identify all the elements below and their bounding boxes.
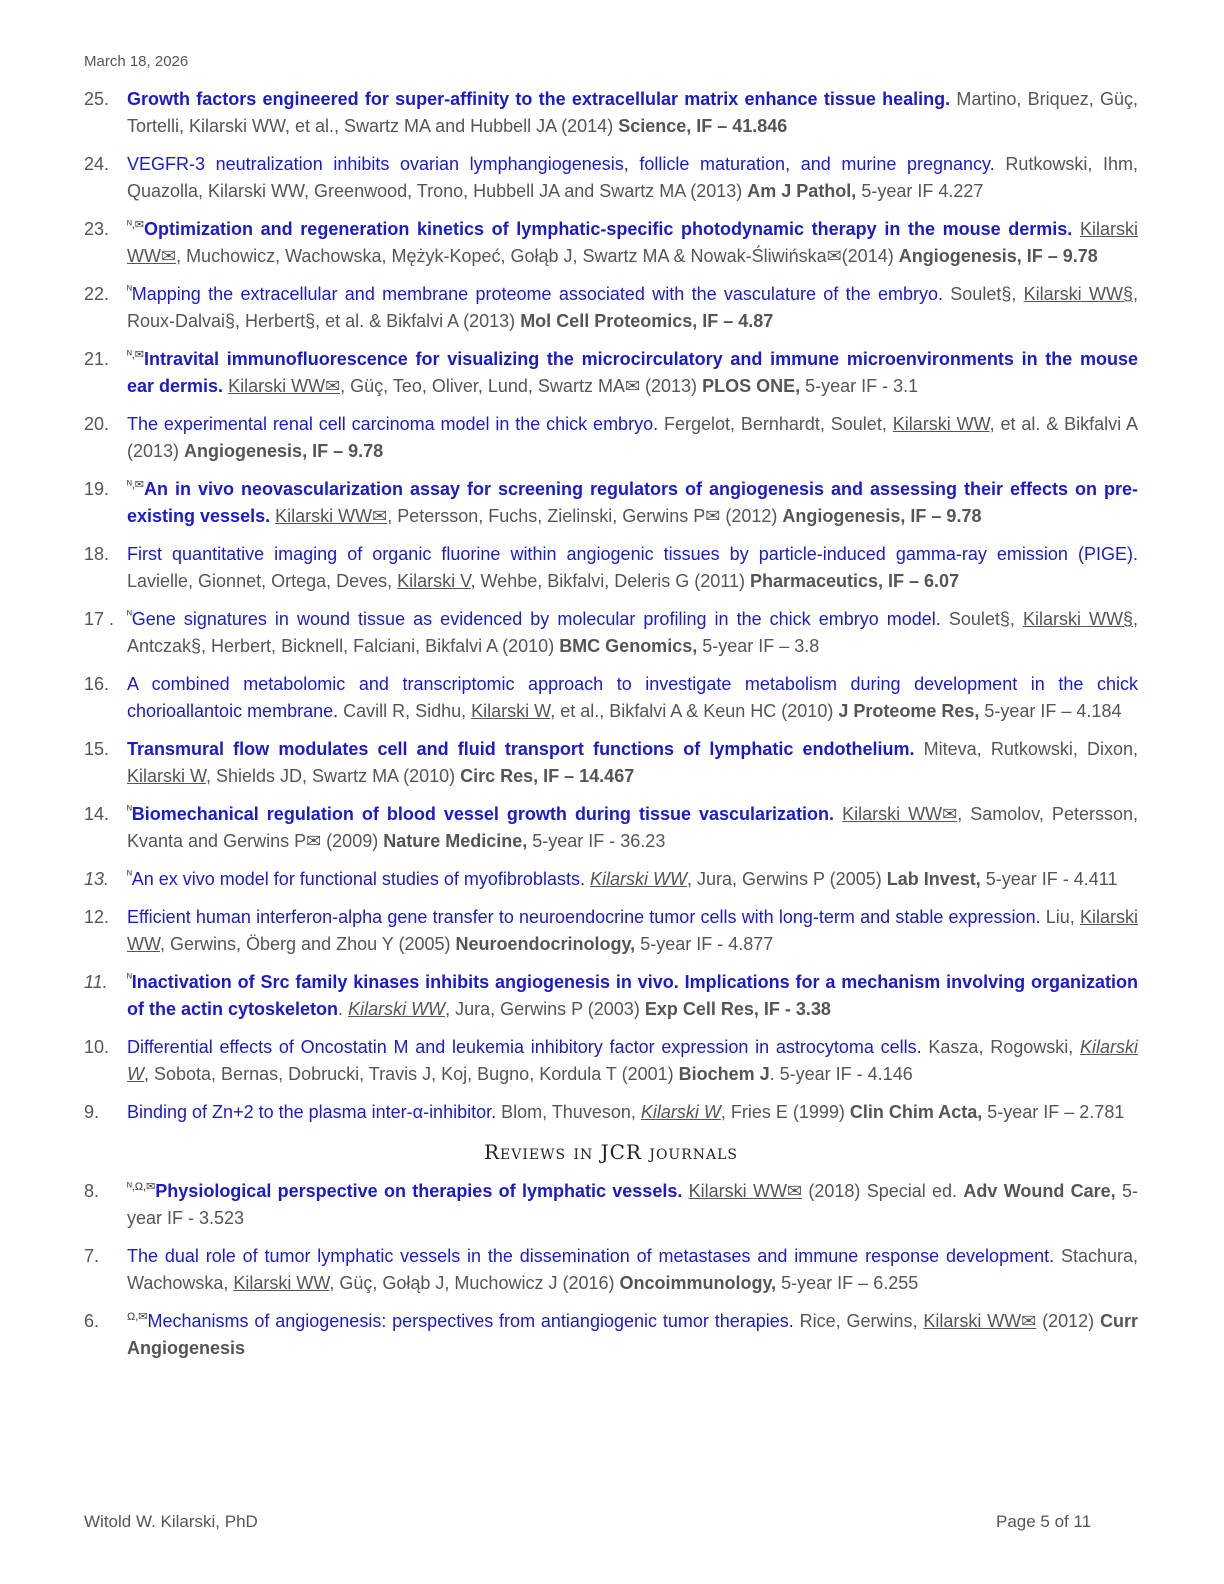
publication-entry [84,736,1138,790]
entry-journal: Angiogenesis, IF – 9.78 [184,441,384,461]
entry-author-kilarski: Kilarski W [127,766,207,786]
entry-number: 10. [84,1037,110,1057]
entry-author-kilarski: Kilarski WW✉ [275,506,388,526]
publication-entry [84,281,1138,335]
entry-coauthors: Lavielle, Gionnet, Ortega, Deves, [127,571,398,591]
entry-number: 11. [84,972,108,992]
entry-author-kilarski: Kilarski WW [127,907,1139,954]
entry-title: An ex vivo model for functional studies of myofibroblasts. [131,869,585,889]
entry-coauthors-tail: , et al., Bikfalvi A & Keun HC (2010) [550,701,839,721]
publication-entry [84,1178,1138,1232]
entry-number: 6. [84,1311,100,1331]
entry-coauthors-tail: , Güç, Teo, Oliver, Lund, Swartz MA✉ (2013) [340,376,703,396]
entry-coauthors-tail: , Shields JD, Swartz MA (2010) [206,766,461,786]
entry-author-kilarski: Kilarski WW✉ [127,219,1138,266]
entry-coauthors: Miteva, Rutkowski, Dixon, [914,739,1139,759]
entry-title: An in vivo neovascularization assay for screening regulators of angiogenesis and assessing their effects on pre-existing vessels. [127,479,1138,526]
entry-coauthors-tail: , Sobota, Bernas, Dobrucki, Travis J, Koj, Bugno, Kordula T (2001) [144,1064,679,1084]
entry-coauthors: Soulet§, [942,284,1024,304]
entry-title: The dual role of tumor lymphatic vessels in the dissemination of metastases and immune response development. [127,1246,1055,1266]
entry-journal: PLOS ONE, [702,376,801,396]
entry-author-kilarski: Kilarski WW§ [1023,284,1133,304]
entry-journal: Exp Cell Res, IF - 3.38 [644,999,831,1019]
footer-author: Witold W. Kilarski, PhD [84,1512,258,1531]
entry-coauthors-tail: , Jura, Gerwins P (2005) [686,869,887,889]
entry-coauthors-tail: (2018) Special ed. [802,1181,964,1201]
entry-impact: . 5-year IF - 4.146 [769,1064,913,1084]
publication-entry [84,866,1138,893]
entry-author-kilarski: Kilarski WW [589,869,687,889]
entry-author-kilarski: Kilarski WW§ [1022,609,1133,629]
entry-marks: ᴺ [127,609,132,621]
entry-number: 23. [84,219,110,239]
publication-entry [84,411,1138,465]
entry-journal: J Proteome Res, [838,701,980,721]
entry-marks: Ω,✉ [127,1311,148,1323]
entry-journal: Lab Invest, [886,869,981,889]
entry-number: 18. [84,544,110,564]
entry-journal: Mol Cell Proteomics, IF – 4.87 [520,311,774,331]
entry-author-kilarski: Kilarski WW [189,116,286,136]
publication-entry [84,216,1138,270]
entry-number: 22. [84,284,110,304]
entry-number: 25. [84,89,110,109]
publication-entry [84,671,1138,725]
entry-number: 19. [84,479,110,499]
entry-number: 24. [84,154,110,174]
entry-marks: ᴺ,✉ [127,219,145,231]
publication-entry [84,1099,1138,1126]
entry-author-kilarski: Kilarski WW✉ [923,1311,1037,1331]
entry-coauthors: Cavill R, Sidhu, [338,701,472,721]
entry-coauthors: Rutkowski, Ihm, Quazolla, [127,154,1138,201]
entry-impact: 5-year IF 4.227 [856,181,984,201]
entry-coauthors: Fergelot, Bernhardt, Soulet, [658,414,893,434]
original-articles [84,86,1138,1126]
entry-coauthors-tail: (2012) [1036,1311,1100,1331]
section-heading-reviews: Reviews in JCR journals [483,1140,739,1164]
entry-journal: Nature Medicine, [383,831,528,851]
entry-coauthors-tail: , Greenwood, Trono, Hubbell JA and Swartz MA (2013) [304,181,748,201]
publication-entry [84,1308,1138,1362]
entry-impact: 5-year IF - 3.1 [800,376,919,396]
entry-impact: 5-year IF - 3.523 [127,1181,1138,1228]
entry-marks: ᴺ [127,284,132,296]
entry-coauthors: Kasza, Rogowski, [921,1037,1080,1057]
entry-title: Efficient human interferon-alpha gene transfer to neuroendocrine tumor cells with long-term and stable expression. [127,907,1041,927]
entry-coauthors: Stachura, Wachowska, [127,1246,1138,1293]
publication-entry [84,969,1138,1023]
entry-author-kilarski: Kilarski W [640,1102,721,1122]
publication-entry [84,476,1138,530]
entry-number: 9. [84,1102,100,1122]
publication-entry [84,1243,1138,1297]
entry-coauthors-tail: , Samolov, Petersson, Kvanta and Gerwins P✉ (2009) [127,804,1138,851]
entry-impact: 5-year IF - 4.877 [635,934,774,954]
entry-journal: Biochem J [678,1064,770,1084]
entry-marks: ᴺ [127,972,132,984]
entry-coauthors: Rice, Gerwins, [793,1311,924,1331]
entry-marks: ᴺ [127,869,132,881]
entry-journal: Curr Angiogenesis [127,1311,1139,1358]
footer-page-number: Page 5 of 11 [996,1512,1092,1531]
entry-number: 14. [84,804,110,824]
entry-coauthors: . [338,999,349,1019]
entry-number: 15. [84,739,110,759]
entry-title: Inactivation of Src family kinases inhibits angiogenesis in vivo. Implications for a mechanism involving organization of the actin cytoskeleton [127,972,1138,1019]
entry-coauthors-tail: , et al., Swartz MA and Hubbell JA (2014) [285,116,619,136]
entry-author-kilarski: Kilarski WW✉ [842,804,958,824]
entry-title: Gene signatures in wound tissue as evidenced by molecular profiling in the chick embryo model. [131,609,941,629]
entry-journal: Angiogenesis, IF – 9.78 [898,246,1098,266]
entry-author-kilarski: Kilarski W [471,701,551,721]
entry-title: VEGFR-3 neutralization inhibits ovarian lymphangiogenesis, follicle maturation, and murine pregnancy. [127,154,995,174]
entry-number: 20. [84,414,110,434]
entry-coauthors-tail: , Petersson, Fuchs, Zielinski, Gerwins P✉ (2012) [387,506,783,526]
entry-title: Mapping the extracellular and membrane proteome associated with the vasculature of the embryo. [131,284,943,304]
entry-impact: 5-year IF – 2.781 [982,1102,1125,1122]
entry-coauthors: Soulet§, [940,609,1023,629]
entry-journal: Oncoimmunology, [619,1273,777,1293]
publication-entry [84,151,1138,205]
entry-title: Differential effects of Oncostatin M and leukemia inhibitory factor expression in astrocytoma cells. [127,1037,922,1057]
entry-impact: 5-year IF – 4.184 [979,701,1122,721]
publication-entry [84,541,1138,595]
entry-coauthors: Liu, [1040,907,1080,927]
entry-title: Optimization and regeneration kinetics of lymphatic-specific photodynamic therapy in the mouse dermis. [144,219,1073,239]
entry-journal: Circ Res, IF – 14.467 [460,766,635,786]
entry-author-kilarski: Kilarski WW [208,181,305,201]
entry-journal: Clin Chim Acta, [849,1102,983,1122]
entry-journal: Neuroendocrinology, [455,934,636,954]
entry-coauthors-tail: , et al. & Bikfalvi A (2013) [127,414,1138,461]
publication-entry [84,904,1138,958]
entry-title: Growth factors engineered for super-affinity to the extracellular matrix enhance tissue healing. [127,89,951,109]
publication-entry [84,801,1138,855]
entry-journal: Am J Pathol, [747,181,857,201]
entry-marks: ᴺ [127,804,132,816]
entry-title: A combined metabolomic and transcriptomic approach to investigate metabolism during development in the chick chorioallantoic membrane. [127,674,1138,721]
publication-entry [84,1034,1138,1088]
entry-impact: 5-year IF - 4.411 [980,869,1118,889]
entry-title: Physiological perspective on therapies of lymphatic vessels. [155,1181,683,1201]
entry-title: Binding of Zn+2 to the plasma inter-α-inhibitor. [127,1102,497,1122]
entry-journal: Angiogenesis, IF – 9.78 [782,506,982,526]
publication-list [84,86,1138,1373]
entry-marks: ᴺ,Ω,✉ [127,1181,156,1193]
entry-title: Mechanisms of angiogenesis: perspectives from antiangiogenic tumor therapies. [147,1311,794,1331]
entry-coauthors: Martino, Briquez, Güç, Tortelli, [127,89,1138,136]
entry-title: First quantitative imaging of organic fluorine within angiogenic tissues by particle-induced gamma-ray emission (PIGE). [127,544,1138,564]
entry-impact: 5-year IF - 36.23 [527,831,666,851]
entry-author-kilarski: Kilarski WW✉ [228,376,341,396]
entry-marks: ᴺ,✉ [127,349,145,361]
publication-entry [84,346,1138,400]
entry-author-kilarski: Kilarski W [127,1037,1138,1084]
entry-coauthors-tail: , Güç, Gołąb J, Muchowicz J (2016) [329,1273,620,1293]
publication-entry [84,606,1138,660]
entry-number: 21. [84,349,110,369]
entry-impact: 5-year IF – 3.8 [697,636,820,656]
entry-number: 8. [84,1181,100,1201]
entry-author-kilarski: Kilarski WW [892,414,990,434]
entry-number: 7. [84,1246,100,1266]
entry-number: 17 . [84,609,115,629]
entry-coauthors-tail: , Wehbe, Bikfalvi, Deleris G (2011) [470,571,750,591]
entry-author-kilarski: Kilarski WW✉ [688,1181,803,1201]
entry-coauthors [1072,219,1080,239]
entry-journal: Pharmaceutics, IF – 6.07 [749,571,960,591]
entry-coauthors-tail: , Jura, Gerwins P (2003) [445,999,645,1019]
entry-title: The experimental renal cell carcinoma model in the chick embryo. [127,414,659,434]
entry-impact: 5-year IF – 6.255 [776,1273,919,1293]
entry-coauthors-tail: , Muchowicz, Wachowska, Mężyk-Kopeć, Gołąb J, Swartz MA & Nowak-Śliwińska✉(2014) [176,246,899,266]
publication-entry [84,86,1138,140]
entry-title: Intravital immunofluorescence for visualizing the microcirculatory and immune microenvironments in the mouse ear dermis. [127,349,1138,396]
entry-title: Biomechanical regulation of blood vessel growth during tissue vascularization. [131,804,835,824]
entry-author-kilarski: Kilarski WW [233,1273,330,1293]
entry-journal: BMC Genomics, [559,636,698,656]
page-date: March 18, 2026 [84,53,189,70]
entry-marks: ᴺ,✉ [127,479,145,491]
entry-author-kilarski: Kilarski V [397,571,471,591]
entry-coauthors: Blom, Thuveson, [496,1102,641,1122]
entry-coauthors-tail: , Roux-Dalvai§, Herbert§, et al. & Bikfalvi A (2013) [127,284,1138,331]
entry-title: Transmural flow modulates cell and fluid transport functions of lymphatic endothelium. [127,739,915,759]
entry-number: 12. [84,907,110,927]
entry-journal: Science, IF – 41.846 [618,116,788,136]
entry-number: 16. [84,674,110,694]
review-articles [84,1178,1138,1362]
entry-number: 13. [84,869,110,889]
entry-coauthors-tail: , Fries E (1999) [720,1102,850,1122]
entry-coauthors-tail: , Antczak§, Herbert, Bicknell, Falciani, Bikfalvi A (2010) [127,609,1139,656]
entry-coauthors-tail: , Gerwins, Öberg and Zhou Y (2005) [160,934,456,954]
entry-coauthors [834,804,842,824]
entry-author-kilarski: Kilarski WW [348,999,446,1019]
entry-journal: Adv Wound Care, [963,1181,1116,1201]
